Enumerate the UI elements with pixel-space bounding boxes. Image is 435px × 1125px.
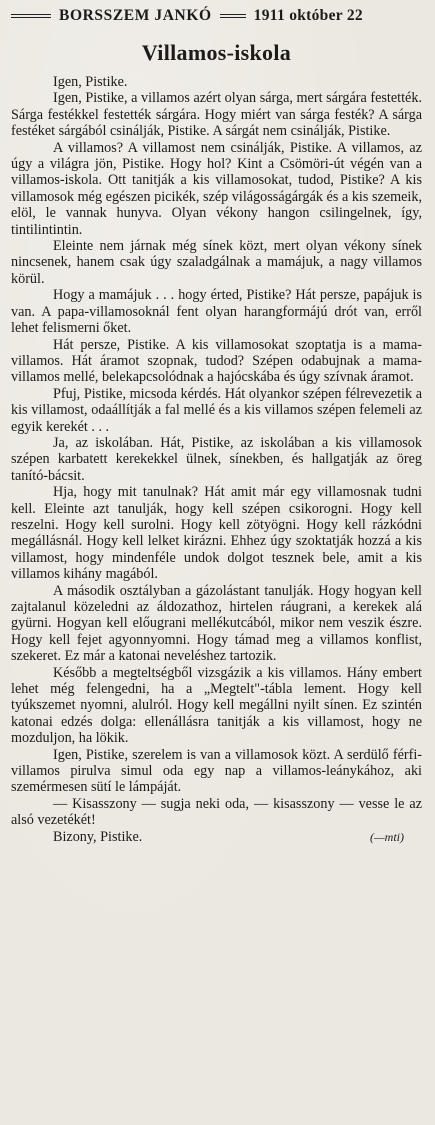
page-header bbox=[11, 6, 422, 26]
paragraph: Hja, hogy mit tanulnak? Hát amit már egy villamosnak tudni kell. Eleinte azt tanulják, hogy kell szépen csikorogni. Hogy kell reszelni. Hogy kell surolni. Hogy kell zötyögni. Hogy kell rázkódni megállásnál. Hogy kell lelket kirázni. Ehhez úgy szoktatják hozzá a kis villamost, hogy mindenféle undok dolgot tesznek bele, amit a kis villamos kihány magából. bbox=[11, 484, 422, 583]
paragraph: A villamos? A villamost nem csinálják, Pistike. A villamos, az úgy a világra jön, Pistike. Hogy hol? Kint a Csömöri-út végén van a villamos-iskola. Ott tanitják a kis villamosokat, tudod, Pistike? A kis villamosok még egészen picikék, szép világosságárgák és a kis szemeik, elöl, le vannak hunyva. Olyan vékony hangon csilingelnek, így, tintilintintin. bbox=[11, 139, 422, 238]
paragraph: Hát persze, Pistike. A kis villamosokat szoptatja is a mama-villamos. Hát áramot szopnak, tudod? Szépen odabujnak a mama-villamos mellé, belekapcsolódnak a hajócskába és úgy szívnak áramot. bbox=[11, 336, 422, 386]
paragraph: Igen, Pistike. bbox=[53, 74, 128, 90]
paragraph: A második osztályban a gázolástant tanulják. Hogy hogyan kell zajtalanul közeledni az áldozathoz, hirtelen ráugrani, a kerekek alá gyürni. Hogyan kell előugrani mellékutcából, mikor nem veszik észre. Hogy kell fejet agyonnyomni. Hogy támad meg a villamos konflist, szekeret. Ez már a katonai neveléshez tartozik. bbox=[11, 582, 422, 665]
paragraph: Pfuj, Pistike, micsoda kérdés. Hát olyankor szépen félrevezetik a kis villamost, odaállítják a fal mellé és a kis villamos szépen felemeli az egyik kerekét . . . bbox=[11, 385, 422, 435]
header-rule-left bbox=[11, 14, 51, 18]
issue-date: 1911 október 22 bbox=[253, 7, 363, 24]
article-body bbox=[11, 74, 422, 845]
closing-line: Bizony, Pistike. bbox=[53, 828, 143, 845]
paragraph: Ja, az iskolában. Hát, Pistike, az iskolában a kis villamosok szépen karbatett kerekekkel ülnek, sínekben, és hallgatják az öreg tanító-bácsit. bbox=[11, 434, 422, 484]
closing-row bbox=[11, 829, 422, 845]
author-signature: (—mti) bbox=[370, 829, 404, 844]
article-title: Villamos-iskola bbox=[141, 40, 292, 65]
paragraph: Eleinte nem járnak még sínek közt, mert olyan vékony sínek nincsenek, hanem csak úgy szaladgálnak a mamájuk, a nagy villamos körül. bbox=[11, 238, 422, 287]
paragraph: Később a megteltségből vizsgázik a kis villamos. Hány embert lehet még felengedni, ha a „Megtelt"-tábla lement. Hogy kell tyúkszemet nyomni, alulról. Hogy kell megállni nyilt sínen. Ez szintén katonai edzés dolga: ellenállásra tanitják a kis villamost, hogy ne mozduljon, ha lökik. bbox=[11, 664, 422, 747]
paragraph: — Kisasszony — sugja neki oda, — kisasszony — vesse le az alsó vezetékét! bbox=[11, 795, 422, 829]
paragraph: Igen, Pistike, a villamos azért olyan sárga, mert sárgára festették. Sárga festékkel festették sárgára. Hogy miért van sárga festék? A sárga festéket sárgából csinálják, Pistike. A sárgát nem csinálják, Pistike. bbox=[11, 90, 422, 140]
publication-name: BORSSZEM JANKÓ bbox=[59, 7, 212, 24]
paragraph: Hogy a mamájuk . . . hogy érted, Pistike? Hát persze, papájuk is van. A papa-villamosoknál fent olyan harangformájú drót van, erről lehet felismerni őket. bbox=[11, 287, 422, 337]
header-rule-middle bbox=[220, 14, 246, 18]
paragraph: Igen, Pistike, szerelem is van a villamosok közt. A serdülő férfi-villamos pirulva simul oda egy nap a villamos-leánykához, aki szemérmesen sütí le lámpáját. bbox=[11, 746, 422, 796]
